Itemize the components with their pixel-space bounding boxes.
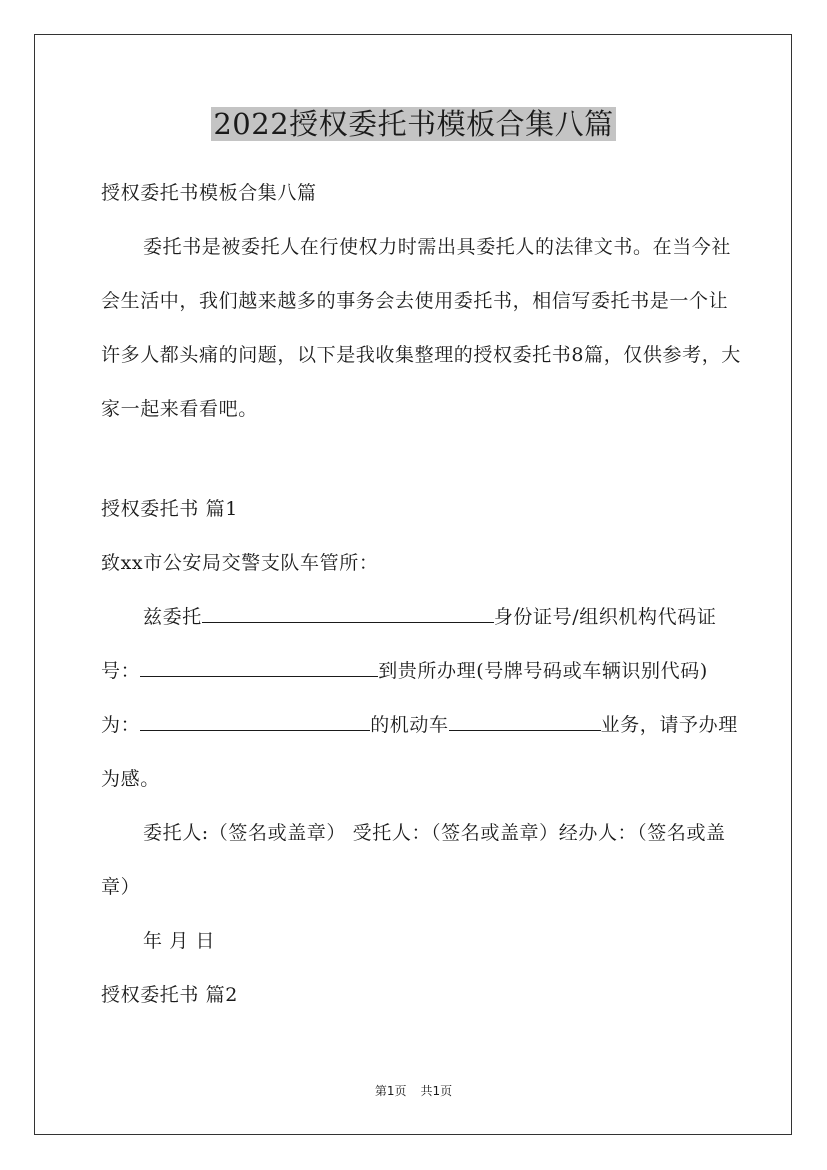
body-text-id: 身份证号/组织机构代码证号： bbox=[101, 606, 717, 682]
spacer bbox=[101, 436, 741, 482]
document-title bbox=[0, 104, 827, 144]
body-text-request: 业务，请予办理为感。 bbox=[101, 714, 738, 790]
footer-page-total: 共1页 bbox=[420, 1084, 453, 1098]
section-1-addressee: 致xx市公安局交警支队车管所： bbox=[101, 552, 379, 574]
body-text-vehicle: 的机动车 bbox=[370, 714, 449, 736]
document-title-text: 2022授权委托书模板合集八篇 bbox=[213, 107, 614, 141]
section-1-heading: 授权委托书 篇1 bbox=[101, 498, 238, 520]
section-2-heading: 授权委托书 篇2 bbox=[101, 984, 238, 1006]
plate-number-blank bbox=[140, 711, 370, 731]
body-text-handle: 到贵所办理(号牌号码或车辆识别代码)为： bbox=[101, 660, 708, 736]
document-body bbox=[101, 166, 741, 1022]
footer-page-current: 第1页 bbox=[374, 1084, 407, 1098]
intro-paragraph: 委托书是被委托人在行使权力时需出具委托人的法律文书。在当今社会生活中，我们越来越多的事务会去使用委托书，相信写委托书是一个让许多人都头痛的问题，以下是我收集整理的授权委托书8篇，仅供参考，大家一起来看看吧。 bbox=[101, 236, 741, 420]
section-1-body bbox=[101, 590, 741, 806]
body-text-entrust: 兹委托 bbox=[143, 606, 202, 628]
section-1-signatures: 委托人:（签名或盖章） 受托人：（签名或盖章）经办人：（签名或盖章） bbox=[101, 822, 726, 898]
document-subtitle: 授权委托书模板合集八篇 bbox=[101, 182, 317, 204]
name-blank bbox=[202, 603, 494, 623]
section-1-date: 年 月 日 bbox=[143, 930, 216, 952]
business-type-blank bbox=[449, 711, 601, 731]
id-number-blank bbox=[140, 657, 378, 677]
page-footer bbox=[0, 1082, 827, 1099]
